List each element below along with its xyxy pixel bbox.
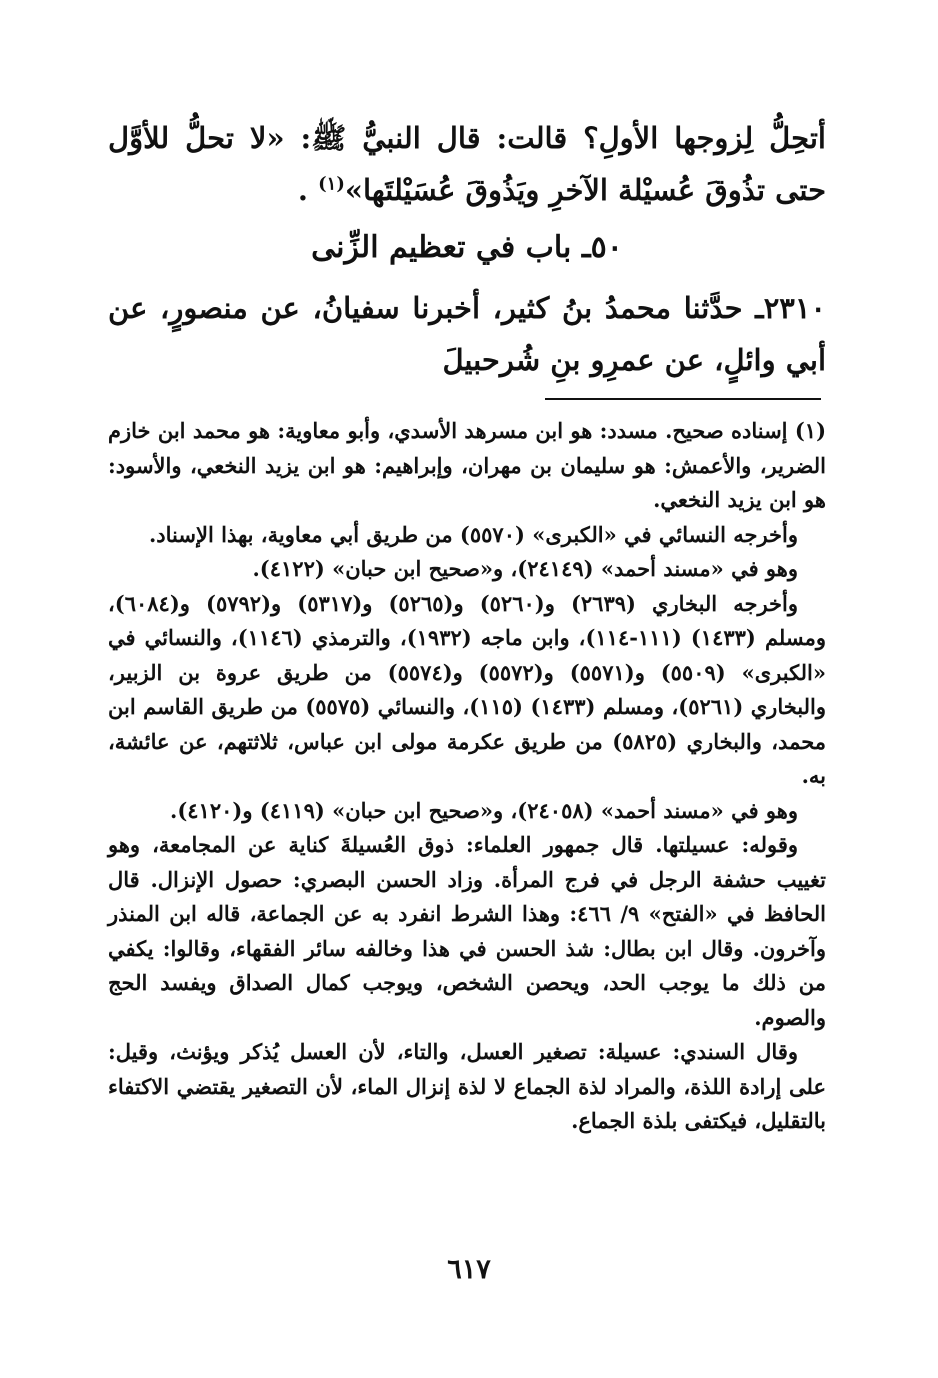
footnotes <box>108 414 826 1139</box>
footnote-paragraph: وهو في «مسند أحمد» (٢٤١٤٩)، و«صحيح ابن حبان» (٤١٢٢). <box>252 556 798 581</box>
intro-text: أتحِلُّ لِزوجها الأولِ؟ قالت: قال النبيُّ ﷺ: «لا تحلُّ للأوَّل حتى تذُوقَ عُسيْلة الآخرِ ويَذُوقَ عُسَيْلتَها» <box>108 121 826 207</box>
footnote-divider <box>545 398 821 400</box>
hadith-chain: ٢٣١٠ـ حدَّثنا محمدُ بنُ كثير، أخبرنا سفيانُ، عن منصورٍ، عن أبي وائلٍ، عن عمرِو بنِ شُرحبيلَ <box>108 291 826 377</box>
intro-paragraph <box>108 112 826 216</box>
footnote-1: (١) إسناده صحيح. مسدد: هو ابن مسرهد الأسدي، وأبو معاوية: هو محمد ابن خازم الضرير، والأعمش: هو سليمان بن مهران، وإبراهيم: هو ابن يزيد النخعي، والأسود: هو ابن يزيد النخعي. <box>108 418 826 512</box>
chapter-heading: ٥٠ـ باب في تعظيم الزِّنى <box>311 230 623 265</box>
page-number: ٦١٧ <box>447 1254 491 1285</box>
footnote-paragraph: وأخرجه البخاري (٢٦٣٩) و(٥٢٦٠) و(٥٢٦٥) و(٥٣١٧) و(٥٧٩٢) و(٦٠٨٤)، ومسلم (١٤٣٣) (١١١-١١٤)، وابن ماجه (١٩٣٢)، والترمذي (١١٤٦)، والنسائي في «الكبرى» (٥٥٠٩) و(٥٥٧١) و(٥٥٧٢) و(٥٥٧٤) من طريق عروة بن الزبير، والبخاري (٥٢٦١)، ومسلم (١٤٣٣) (١١٥)، والنسائي (٥٥٧٥) من طريق القاسم ابن محمد، والبخاري (٥٨٢٥) من طريق عكرمة مولى ابن عباس، ثلاثتهم، عن عائشة، به. <box>108 590 827 788</box>
footnote-paragraph: وقال السندي: عسيلة: تصغير العسل، والتاء، لأن العسل يُذكر ويؤنث، وقيل: على إرادة اللذة، والمراد لذة الجماع لا لذة إنزال الماء، لأن التصغير يقتضي الاكتفاء بالتقليل، فيكتفى بلذة الجماع. <box>108 1039 826 1133</box>
main-text <box>108 112 826 386</box>
footnote-paragraph: وهو في «مسند أحمد» (٢٤٠٥٨)، و«صحيح ابن حبان» (٤١١٩) و(٤١٢٠). <box>170 797 798 823</box>
footnote-paragraph: وأخرجه النسائي في «الكبرى» (٥٥٧٠) من طريق أبي معاوية، بهذا الإسناد. <box>149 521 798 547</box>
intro-end: . <box>297 173 309 207</box>
footnote-ref: (١) <box>318 173 345 195</box>
footnote-paragraph: وقوله: عسيلتها. قال جمهور العلماء: ذوق العُسيلةَ كناية عن المجامعة، وهو تغييب حشفة الرجل في فرج المرأة. وزاد الحسن البصري: حصول الإنزال. قال الحافظ في «الفتح» ٩/ ٤٦٦: وهذا الشرط انفرد به عن الجماعة، قاله ابن المنذر وآخرون. وقال ابن بطال: شذ الحسن في هذا وخالفه سائر الفقهاء، وقالوا: يكفي من ذلك ما يوجب الحد، ويحصن الشخص، ويوجب كمال الصداق ويفسد الحج والصوم. <box>108 832 827 1030</box>
